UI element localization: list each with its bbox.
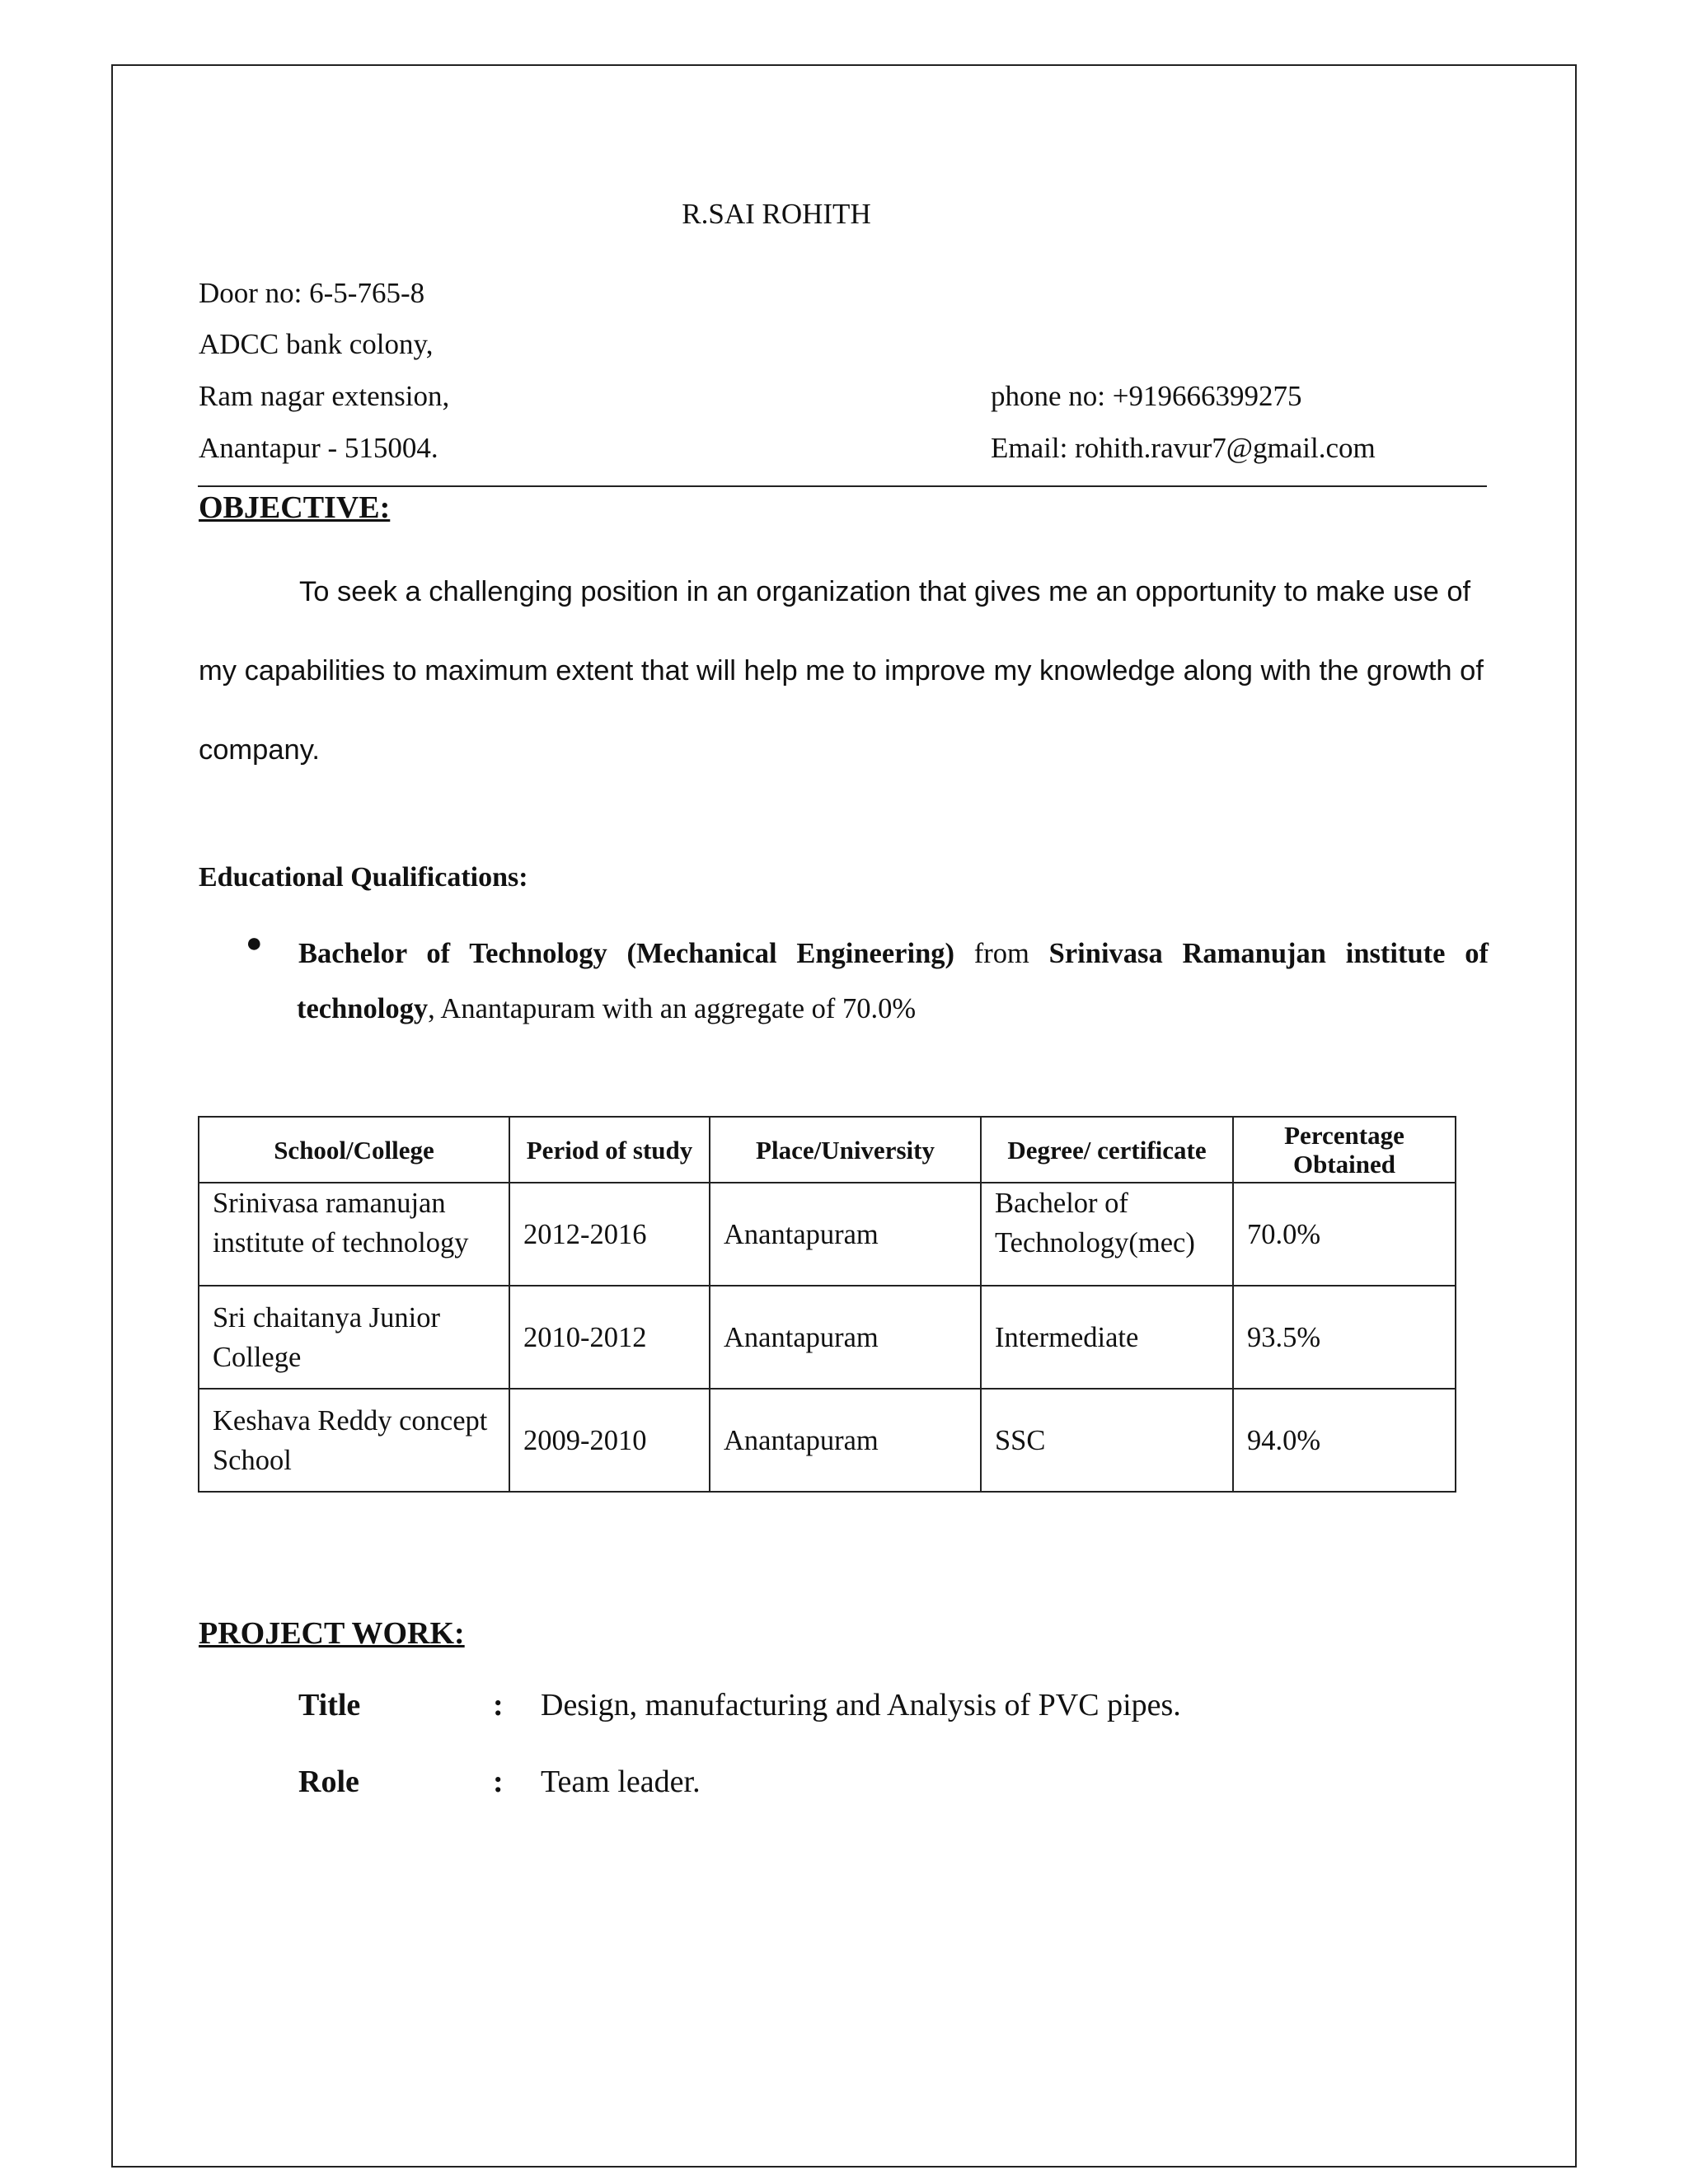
column-header: Place/University [710, 1117, 981, 1183]
institute-name-part1: Srinivasa Ramanujan institute of [1048, 938, 1489, 969]
candidate-name: R.SAI ROHITH [682, 198, 871, 230]
project-title-colon: : [493, 1688, 504, 1722]
table-row [199, 1286, 1456, 1389]
table-cell: SSC [981, 1389, 1233, 1492]
education-bullet-line-1 [298, 926, 1489, 982]
table-cell: 93.5% [1233, 1286, 1456, 1389]
address-line-city: Anantapur - 515004. [199, 432, 438, 464]
table-row [199, 1183, 1456, 1286]
column-header: Percentage Obtained [1233, 1117, 1456, 1183]
table-cell: 94.0% [1233, 1389, 1456, 1492]
table-cell: 2009-2010 [509, 1389, 710, 1492]
objective-paragraph [199, 552, 1489, 790]
project-role-label: Role [298, 1765, 359, 1799]
phone-number: phone no: +919666399275 [991, 380, 1302, 412]
table-cell: Keshava Reddy concept School [199, 1389, 509, 1492]
project-title-label: Title [298, 1688, 361, 1722]
table-cell: 70.0% [1233, 1183, 1456, 1286]
table-cell: Srinivasa ramanujan institute of technology [199, 1183, 509, 1286]
degree-name: Bachelor of Technology (Mechanical Engineering) [298, 938, 954, 969]
address-line-colony: ADCC bank colony, [199, 328, 434, 360]
table-cell: 2010-2012 [509, 1286, 710, 1389]
education-heading: Educational Qualifications: [199, 862, 528, 893]
email-address: Email: rohith.ravur7@gmail.com [991, 432, 1376, 464]
column-header: School/College [199, 1117, 509, 1183]
objective-heading: OBJECTIVE: [199, 490, 391, 525]
address-line-area: Ram nagar extension, [199, 380, 450, 412]
table-header-row [199, 1117, 1456, 1183]
column-header: Degree/ certificate [981, 1117, 1233, 1183]
education-bullet-line-2 [297, 982, 1489, 1037]
bullet-icon: ● [246, 928, 263, 958]
table-row [199, 1389, 1456, 1492]
table-cell: Sri chaitanya Junior College [199, 1286, 509, 1389]
table-cell: Intermediate [981, 1286, 1233, 1389]
objective-text: To seek a challenging position in an organization that gives me an opportunity to make use of my capabilities to maximum extent that will help me to improve my knowledge along with the growth of company. [199, 576, 1484, 766]
header-divider [198, 485, 1487, 487]
education-table [198, 1116, 1456, 1493]
table-cell: Anantapuram [710, 1286, 981, 1389]
table-cell: Anantapuram [710, 1183, 981, 1286]
institute-name-part2: technology [297, 993, 429, 1024]
education-bullet [298, 926, 1489, 1037]
from-word: from [973, 938, 1029, 969]
table-cell: 2012-2016 [509, 1183, 710, 1286]
table-cell: Bachelor of Technology(mec) [981, 1183, 1233, 1286]
address-line-door: Door no: 6-5-765-8 [199, 277, 425, 309]
project-role-colon: : [493, 1765, 504, 1799]
project-role-value: Team leader. [541, 1765, 701, 1799]
project-title-value: Design, manufacturing and Analysis of PVC pipes. [541, 1688, 1181, 1722]
table-cell: Anantapuram [710, 1389, 981, 1492]
project-heading: PROJECT WORK: [199, 1616, 465, 1651]
aggregate-text: , Anantapuram with an aggregate of 70.0% [428, 993, 917, 1024]
column-header: Period of study [509, 1117, 710, 1183]
